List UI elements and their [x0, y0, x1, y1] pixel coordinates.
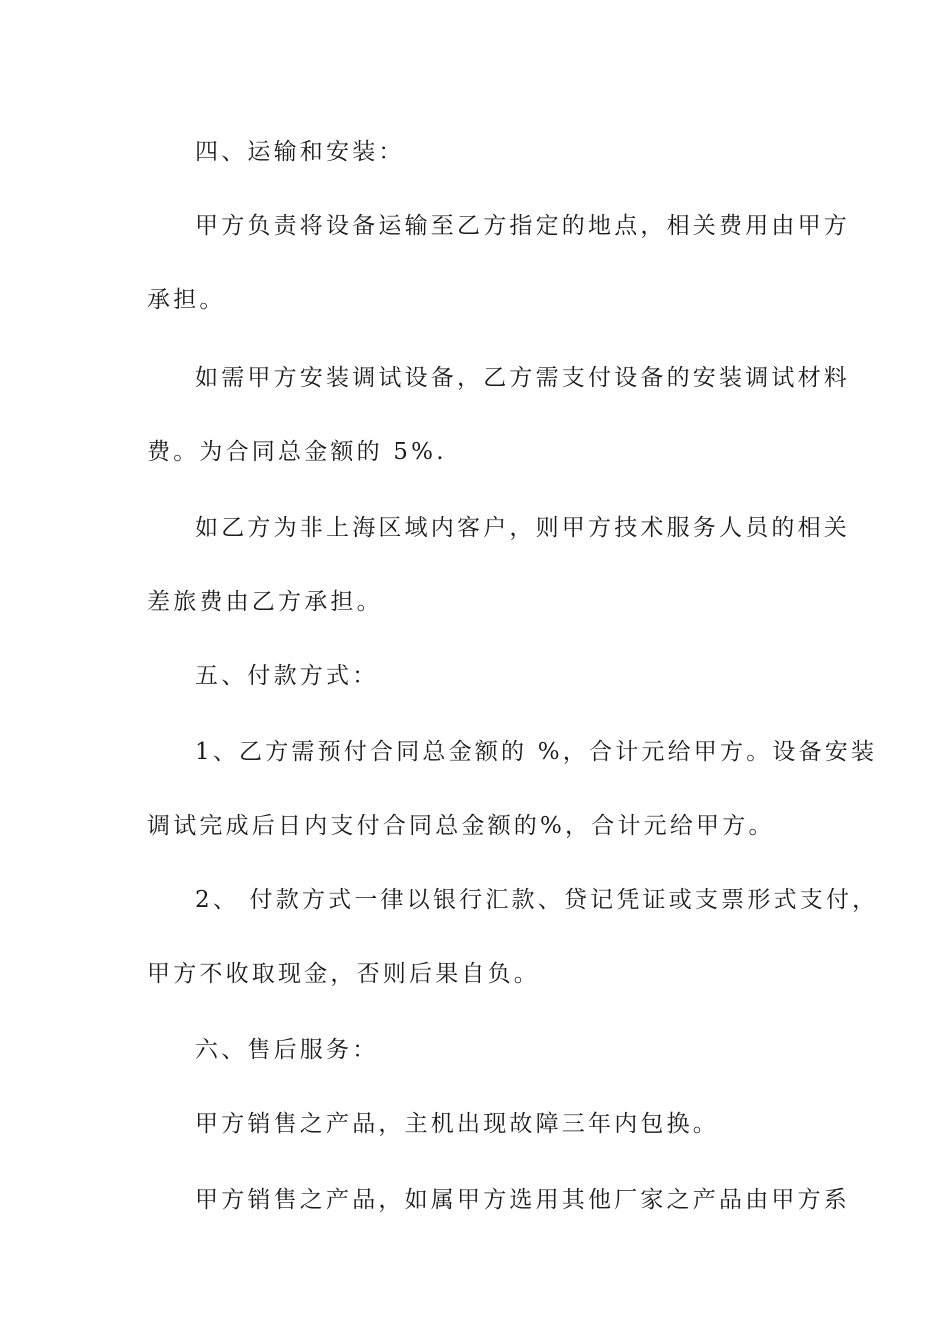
paragraph-line: 差旅费由乙方承担。 [147, 589, 383, 615]
paragraph-line: 甲方负责将设备运输至乙方指定的地点，相关费用由甲方 [195, 213, 850, 239]
paragraph-line: 1、乙方需预付合同总金额的 %，合计元给甲方。设备安装 [195, 739, 878, 765]
paragraph-line: 2、 付款方式一律以银行汇款、贷记凭证或支票形式支付， [195, 887, 879, 913]
section-heading-transport-install: 四、运输和安装： [195, 139, 405, 165]
section-heading-after-sales: 六、售后服务： [195, 1037, 379, 1063]
paragraph-line: 费。为合同总金额的 5%. [147, 439, 447, 465]
paragraph-line: 如乙方为非上海区域内客户，则甲方技术服务人员的相关 [195, 515, 850, 541]
paragraph-line: 甲方销售之产品，如属甲方选用其他厂家之产品由甲方系 [195, 1187, 850, 1213]
paragraph-line: 承担。 [147, 287, 226, 313]
paragraph-line: 如需甲方安装调试设备，乙方需支付设备的安装调试材料 [195, 365, 850, 391]
paragraph-line: 甲方不收取现金，否则后果自负。 [147, 961, 540, 987]
paragraph-line: 甲方销售之产品，主机出现故障三年内包换。 [195, 1111, 719, 1137]
paragraph-line: 调试完成后日内支付合同总金额的%，合计元给甲方。 [147, 813, 775, 839]
section-heading-payment: 五、付款方式： [195, 663, 379, 689]
